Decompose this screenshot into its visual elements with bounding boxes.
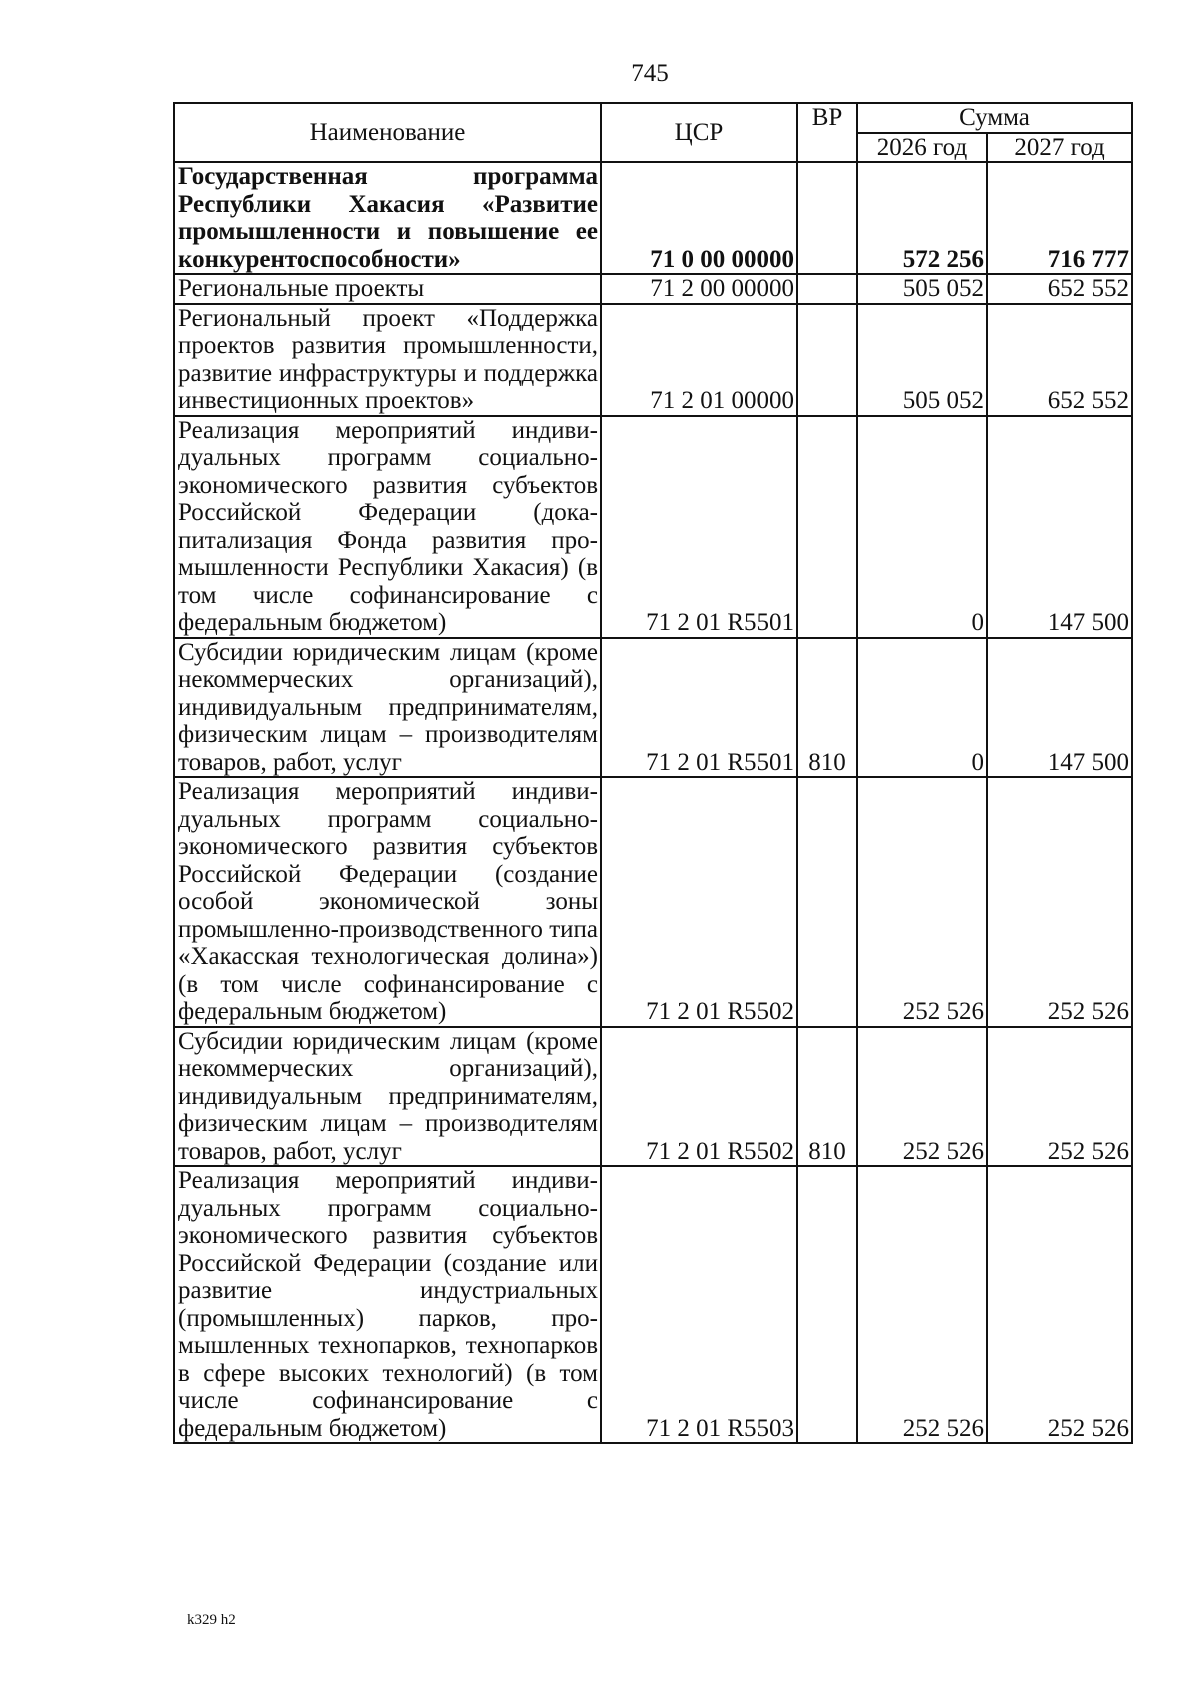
row-year-2027-cell: 652 552: [987, 274, 1132, 304]
row-name-cell: Реализация мероприятий индивидуальных программ социально-экономического развития субъектов Российской Федерации (создание особой экономической зоны промышленно-производственного типа «Хакасская технологическая долина») (в том числе софинансирование с федеральным бюджетом): [174, 777, 601, 1027]
row-csr-cell: 71 0 00 00000: [601, 162, 797, 274]
row-year-2026-cell: 0: [857, 416, 987, 638]
row-csr-cell: 71 2 00 00000: [601, 274, 797, 304]
table-row: [174, 416, 1132, 638]
row-year-2026-cell: 0: [857, 638, 987, 778]
header-csr: ЦСР: [601, 103, 797, 162]
table-row: [174, 162, 1132, 274]
row-name-cell: Субсидии юридическим лицам (кроме некоммерческих организаций), индивидуальным предпринимателям, физическим лицам – производителям товаров, работ, услуг: [174, 1027, 601, 1167]
table-row: [174, 274, 1132, 304]
table-row: [174, 1166, 1132, 1443]
row-vr-cell: [797, 304, 857, 416]
header-year-2027: 2027 год: [987, 133, 1132, 163]
table-row: [174, 1027, 1132, 1167]
row-csr-cell: 71 2 01 R5501: [601, 638, 797, 778]
row-year-2026-cell: 505 052: [857, 274, 987, 304]
row-vr-cell: [797, 162, 857, 274]
row-name-cell: Региональный проект «Поддержка проектов развития промышленности, развитие инфраструктуры и поддержка инвестиционных проектов»: [174, 304, 601, 416]
row-csr-cell: 71 2 01 R5503: [601, 1166, 797, 1443]
row-csr-cell: 71 2 01 00000: [601, 304, 797, 416]
row-year-2027-cell: 147 500: [987, 416, 1132, 638]
row-year-2026-cell: 572 256: [857, 162, 987, 274]
row-name-cell: Субсидии юридическим лицам (кроме некоммерческих организаций), индивидуальным предпринимателям, физическим лицам – производителям товаров, работ, услуг: [174, 638, 601, 778]
row-year-2026-cell: 505 052: [857, 304, 987, 416]
table-body: [174, 162, 1132, 1443]
table-row: [174, 304, 1132, 416]
table-row: [174, 777, 1132, 1027]
header-vr: ВР: [797, 103, 857, 162]
row-year-2027-cell: 252 526: [987, 1166, 1132, 1443]
row-year-2026-cell: 252 526: [857, 777, 987, 1027]
row-vr-cell: 810: [797, 1027, 857, 1167]
table-row: [174, 638, 1132, 778]
header-name: Наименование: [174, 103, 601, 162]
row-year-2027-cell: 652 552: [987, 304, 1132, 416]
row-year-2027-cell: 716 777: [987, 162, 1132, 274]
row-year-2027-cell: 252 526: [987, 1027, 1132, 1167]
row-vr-cell: [797, 274, 857, 304]
footer-code: k329 h2: [187, 1612, 236, 1628]
row-name-cell: Региональные проекты: [174, 274, 601, 304]
row-year-2027-cell: 252 526: [987, 777, 1132, 1027]
header-sum: Сумма: [857, 103, 1132, 133]
row-csr-cell: 71 2 01 R5502: [601, 777, 797, 1027]
row-name-cell: Государственная программа Республики Хакасия «Развитие промышленности и повышение ее конкурентоспособности»: [174, 162, 601, 274]
budget-table: [173, 102, 1133, 1444]
row-name-cell: Реализация мероприятий индивидуальных программ социально-экономического развития субъектов Российской Федерации (создание или развитие индустриальных (промышленных) парков, промышленных технопарков, технопарков в сфере высоких технологий) (в том числе софинансирование с федеральным бюджетом): [174, 1166, 601, 1443]
row-year-2026-cell: 252 526: [857, 1166, 987, 1443]
table-header: [174, 103, 1132, 162]
row-year-2027-cell: 147 500: [987, 638, 1132, 778]
row-name-cell: Реализация мероприятий индивидуальных программ социально-экономического развития субъектов Российской Федерации (докапитализация Фонда развития промышленности Республики Хакасия) (в том числе софинансирование с федеральным бюджетом): [174, 416, 601, 638]
page-number: 745: [631, 60, 669, 87]
row-vr-cell: [797, 416, 857, 638]
row-vr-cell: [797, 1166, 857, 1443]
header-year-2026: 2026 год: [857, 133, 987, 163]
row-csr-cell: 71 2 01 R5501: [601, 416, 797, 638]
row-year-2026-cell: 252 526: [857, 1027, 987, 1167]
row-vr-cell: [797, 777, 857, 1027]
row-csr-cell: 71 2 01 R5502: [601, 1027, 797, 1167]
row-vr-cell: 810: [797, 638, 857, 778]
